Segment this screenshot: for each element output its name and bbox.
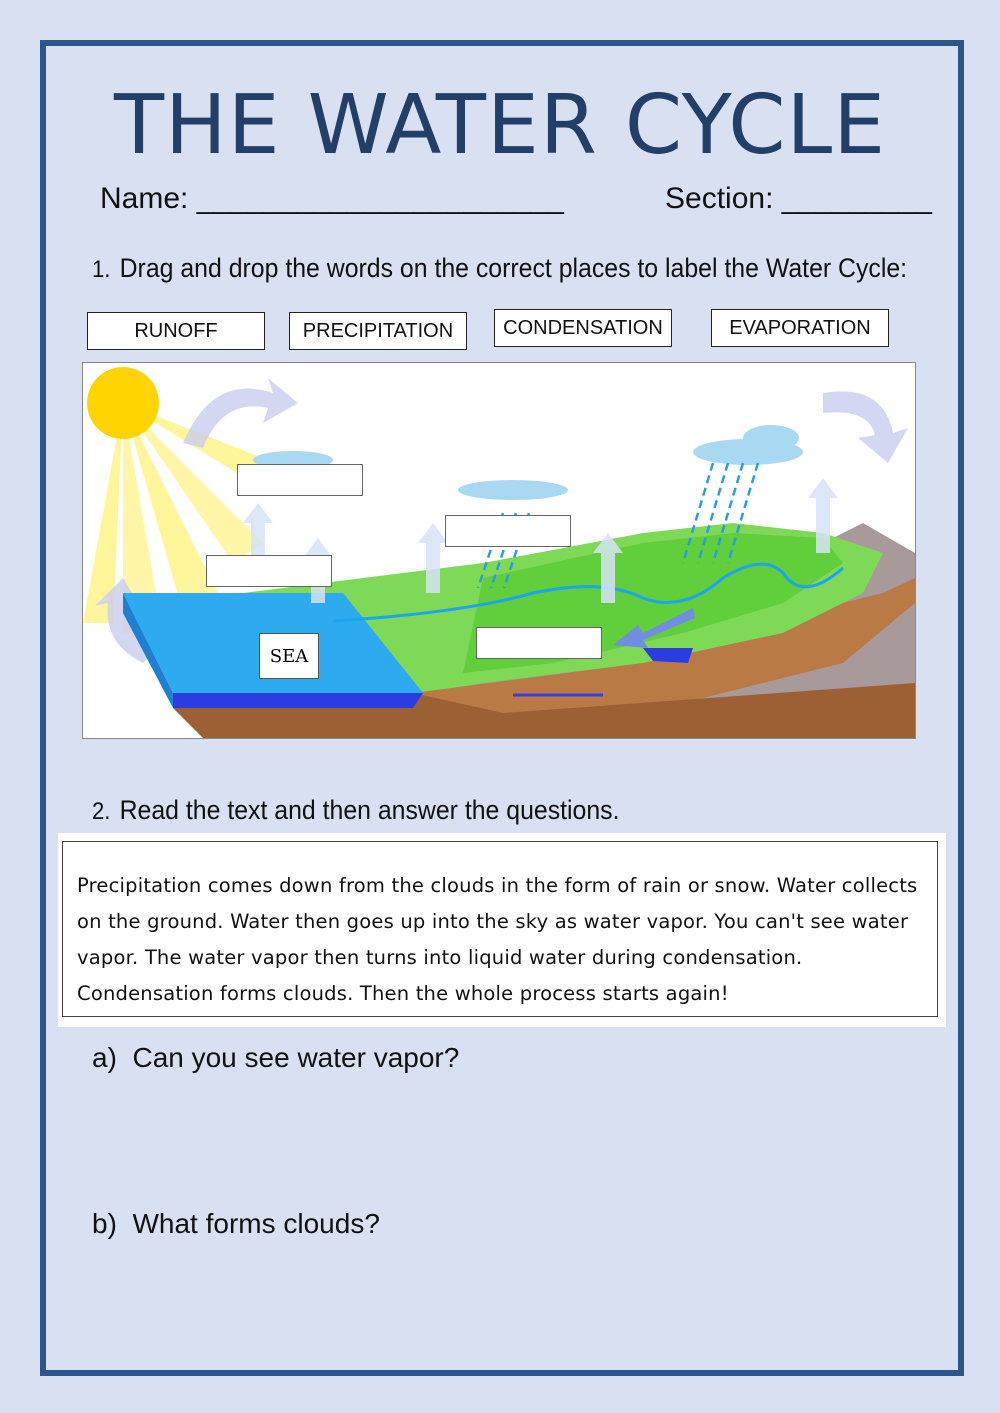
- sea-label: SEA: [259, 633, 319, 679]
- word-chip-runoff[interactable]: RUNOFF: [87, 312, 265, 350]
- word-chip-precipitation[interactable]: PRECIPITATION: [289, 312, 467, 350]
- question-1: [92, 253, 907, 284]
- question-b-label: b): [92, 1208, 117, 1239]
- question-1-text: Drag and drop the words on the correct places to label the Water Cycle:: [119, 253, 908, 283]
- drop-target-3[interactable]: [206, 555, 332, 587]
- question-2-number: 2.: [92, 798, 111, 825]
- word-chip-evaporation[interactable]: EVAPORATION: [711, 309, 889, 347]
- reading-passage: [58, 833, 946, 1027]
- question-a-text: Can you see water vapor?: [132, 1042, 460, 1073]
- answer-field-b[interactable]: [92, 1256, 932, 1356]
- water-cycle-diagram: [82, 362, 916, 739]
- passage-text: Precipitation comes down from the clouds in the form of rain or snow. Water collects on the ground. Water then goes up into the sky as water vapor. You can't see water vapor. The water vapor then turns into liquid water during condensation. Condensation forms clouds. Then the whole process starts again!: [62, 841, 938, 1017]
- question-1-number: 1.: [92, 256, 111, 283]
- drop-target-2[interactable]: [445, 515, 571, 547]
- name-field[interactable]: Name: ______________________: [100, 182, 564, 215]
- question-b-text: What forms clouds?: [132, 1208, 380, 1239]
- answer-field-a[interactable]: [92, 1090, 932, 1190]
- question-2: [92, 795, 620, 826]
- drop-target-4[interactable]: [476, 627, 602, 659]
- sun-icon: [87, 367, 159, 439]
- question-a-label: a): [92, 1042, 117, 1073]
- question-2-text: Read the text and then answer the questions.: [119, 795, 620, 825]
- water-cycle-illustration: [83, 363, 915, 738]
- question-b: [92, 1208, 380, 1240]
- question-a: [92, 1042, 459, 1074]
- section-field[interactable]: Section: _________: [665, 182, 932, 215]
- page-title: THE WATER CYCLE: [113, 78, 887, 173]
- word-chip-condensation[interactable]: CONDENSATION: [494, 309, 672, 347]
- drop-target-1[interactable]: [237, 464, 363, 496]
